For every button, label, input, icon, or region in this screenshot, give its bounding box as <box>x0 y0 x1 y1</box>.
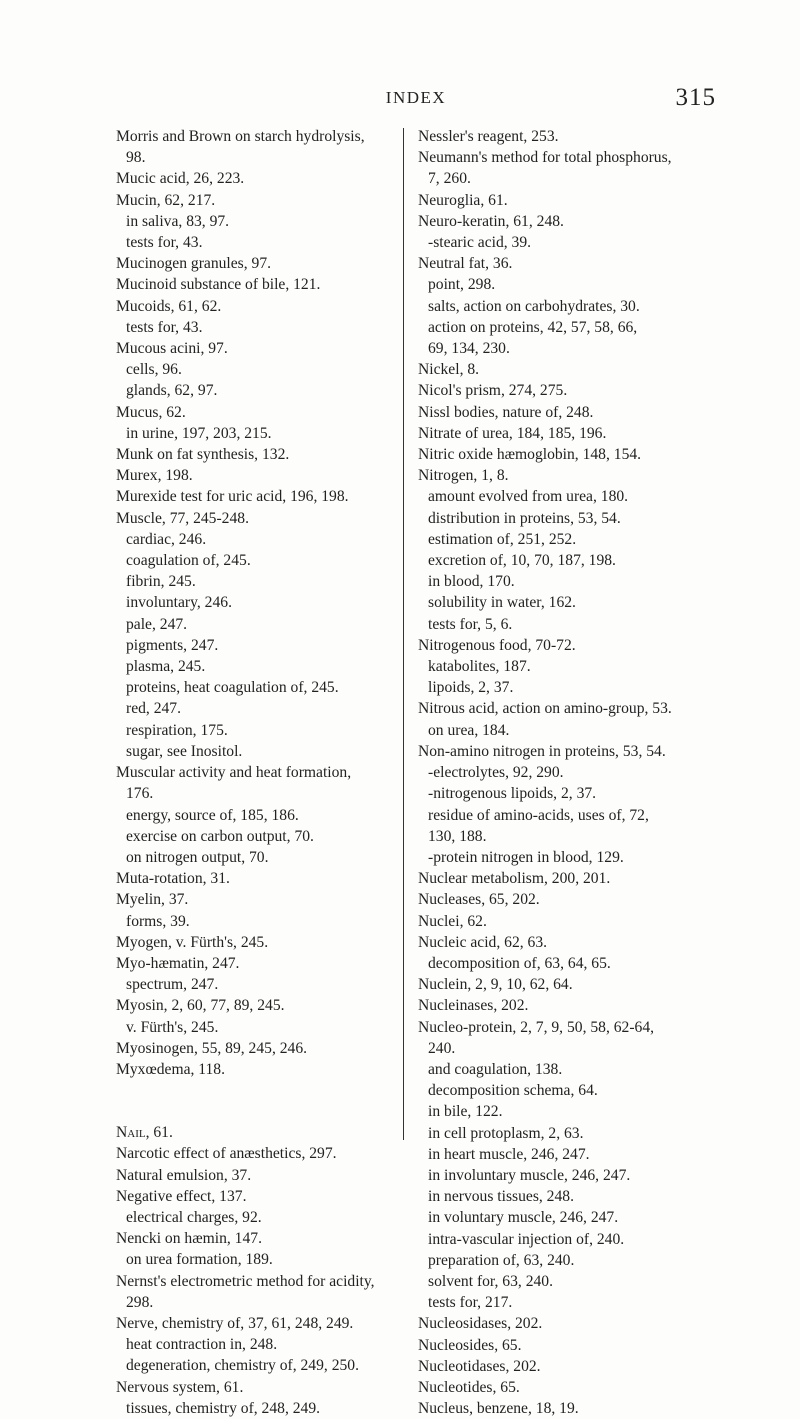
index-entry: Nucleases, 65, 202. <box>418 891 540 909</box>
index-subentry: exercise on carbon output, 70. <box>126 827 314 845</box>
index-entry: Myosin, 2, 60, 77, 89, 245. <box>116 997 285 1015</box>
index-subentry: forms, 39. <box>126 912 190 930</box>
index-column-right <box>418 126 718 1419</box>
index-subentry: tests for, 5, 6. <box>428 615 513 633</box>
index-entry: Nernst's electrometric method for acidity, <box>116 1272 375 1290</box>
index-subentry: and coagulation, 138. <box>428 1060 563 1078</box>
index-subentry: respiration, 175. <box>126 721 228 739</box>
index-entry: Nuclei, 62. <box>418 912 487 930</box>
index-entry: Nuclear metabolism, 200, 201. <box>418 870 611 888</box>
index-entry: Nissl bodies, nature of, 248. <box>418 403 594 421</box>
index-entry: Myelin, 37. <box>116 891 189 909</box>
index-subentry: in saliva, 83, 97. <box>126 212 230 230</box>
index-entry: Murexide test for uric acid, 196, 198. <box>116 488 349 506</box>
index-entry: Nucleus, benzene, 18, 19. <box>418 1400 579 1418</box>
index-subentry: decomposition schema, 64. <box>428 1082 598 1100</box>
index-entry: Nicol's prism, 274, 275. <box>418 382 568 400</box>
index-entry: Nencki on hæmin, 147. <box>116 1230 262 1248</box>
index-entry: Mucin, 62, 217. <box>116 191 216 209</box>
index-subentry: intra-vascular injection of, 240. <box>428 1230 625 1248</box>
index-entry: Nessler's reagent, 253. <box>418 128 559 145</box>
index-subentry: on urea, 184. <box>428 721 510 739</box>
section-gap <box>116 1080 394 1101</box>
index-subentry: tests for, 43. <box>126 318 203 336</box>
index-subentry: v. Fürth's, 245. <box>126 1018 219 1036</box>
index-entry: Nitrate of urea, 184, 185, 196. <box>418 424 607 442</box>
index-subentry: spectrum, 247. <box>126 976 219 994</box>
index-subentry: energy, source of, 185, 186. <box>126 806 299 824</box>
section-gap <box>116 1101 394 1122</box>
index-subentry: in blood, 170. <box>428 573 515 591</box>
page-number: 315 <box>675 84 716 111</box>
index-entry: Myogen, v. Fürth's, 245. <box>116 933 269 951</box>
index-entry: Nucleosides, 65. <box>418 1336 522 1354</box>
index-column-left <box>116 126 394 1419</box>
index-subentry: tests for, 217. <box>428 1294 513 1312</box>
index-entry: Nitrogen, 1, 8. <box>418 467 509 485</box>
index-subentry: cells, 96. <box>126 361 182 379</box>
index-entry: Mucic acid, 26, 223. <box>116 170 245 188</box>
index-subentry: distribution in proteins, 53, 54. <box>428 509 621 527</box>
index-entry: Muta-rotation, 31. <box>116 870 230 888</box>
index-subentry: solvent for, 63, 240. <box>428 1272 553 1290</box>
index-subentry: tests for, 43. <box>126 234 203 252</box>
index-subentry: sugar, see Inositol. <box>126 742 243 760</box>
index-subentry: solubility in water, 162. <box>428 594 576 612</box>
index-entry: Nucleo-protein, 2, 7, 9, 50, 58, 62-64, <box>418 1018 655 1036</box>
index-entry: Nucleotidases, 202. <box>418 1357 541 1375</box>
index-entry: Neuro-keratin, 61, 248. <box>418 212 564 230</box>
index-subentry: -stearic acid, 39. <box>428 234 532 252</box>
index-subentry: excretion of, 10, 70, 187, 198. <box>428 552 616 570</box>
index-entry: Nickel, 8. <box>418 361 480 379</box>
column-divider <box>403 128 404 1140</box>
index-entry: Muscle, 77, 245-248. <box>116 509 249 527</box>
index-subentry: 98. <box>126 149 146 167</box>
index-entry: Nervous system, 61. <box>116 1378 244 1396</box>
index-entry: Nail, 61. <box>116 1124 173 1142</box>
index-entry: Nerve, chemistry of, 37, 61, 248, 249. <box>116 1314 354 1332</box>
index-entry: Murex, 198. <box>116 467 193 485</box>
index-subentry: 240. <box>428 1039 456 1057</box>
index-subentry: glands, 62, 97. <box>126 382 218 400</box>
index-subentry: red, 247. <box>126 700 181 718</box>
index-subentry: coagulation of, 245. <box>126 552 251 570</box>
index-entry: Morris and Brown on starch hydrolysis, <box>116 128 365 145</box>
index-entry: Myosinogen, 55, 89, 245, 246. <box>116 1039 308 1057</box>
index-subentry: 176. <box>126 785 154 803</box>
index-subentry: -protein nitrogen in blood, 129. <box>428 848 624 866</box>
index-entry: Nucleotides, 65. <box>418 1378 520 1396</box>
index-entry: Munk on fat synthesis, 132. <box>116 446 290 464</box>
index-subentry: on urea formation, 189. <box>126 1251 273 1269</box>
index-entry: Nitrogenous food, 70-72. <box>418 636 576 654</box>
index-subentry: decomposition of, 63, 64, 65. <box>428 954 611 972</box>
index-subentry: 7, 260. <box>428 170 471 188</box>
index-entry: Nucleic acid, 62, 63. <box>418 933 548 951</box>
page-header <box>116 84 716 116</box>
index-subentry: 298. <box>126 1293 154 1311</box>
index-entry: Nucleinases, 202. <box>418 997 529 1015</box>
index-entry: Narcotic effect of anæsthetics, 297. <box>116 1145 337 1163</box>
index-subentry: cardiac, 246. <box>126 530 207 548</box>
index-entry: Muscular activity and heat formation, <box>116 764 352 782</box>
index-entry: Mucoids, 61, 62. <box>116 297 222 315</box>
index-subentry: electrical charges, 92. <box>126 1208 262 1226</box>
index-subentry: in bile, 122. <box>428 1103 503 1121</box>
index-subentry: in voluntary muscle, 246, 247. <box>428 1209 619 1227</box>
index-entry: Mucous acini, 97. <box>116 340 228 358</box>
index-entry: Nuclein, 2, 9, 10, 62, 64. <box>418 976 573 994</box>
index-subentry: involuntary, 246. <box>126 594 232 612</box>
index-subentry: amount evolved from urea, 180. <box>428 488 629 506</box>
index-subentry: tissues, chemistry of, 248, 249. <box>126 1399 321 1417</box>
index-entry: Nitric oxide hæmoglobin, 148, 154. <box>418 446 642 464</box>
index-subentry: in urine, 197, 203, 215. <box>126 424 272 442</box>
index-subentry: estimation of, 251, 252. <box>428 530 577 548</box>
index-subentry: preparation of, 63, 240. <box>428 1251 575 1269</box>
index-subentry: on nitrogen output, 70. <box>126 848 269 866</box>
index-subentry: -nitrogenous lipoids, 2, 37. <box>428 785 597 803</box>
running-head-title: INDEX <box>385 88 447 107</box>
index-entry: Non-amino nitrogen in proteins, 53, 54. <box>418 742 666 760</box>
index-subentry: pigments, 247. <box>126 636 219 654</box>
index-subentry: proteins, heat coagulation of, 245. <box>126 679 339 697</box>
index-entry: Negative effect, 137. <box>116 1187 247 1205</box>
index-subentry: in involuntary muscle, 246, 247. <box>428 1166 631 1184</box>
index-subentry: in nervous tissues, 248. <box>428 1188 574 1206</box>
index-subentry: action on proteins, 42, 57, 58, 66, <box>428 318 638 336</box>
index-entry: Mucinoid substance of bile, 121. <box>116 276 321 294</box>
index-subentry: 69, 134, 230. <box>428 340 510 358</box>
index-subentry: in cell protoplasm, 2, 63. <box>428 1124 584 1142</box>
index-subentry: residue of amino-acids, uses of, 72, <box>428 806 649 824</box>
index-entry: Nitrous acid, action on amino-group, 53. <box>418 700 672 718</box>
index-entry: Myxœdema, 118. <box>116 1060 225 1078</box>
index-subentry: -electrolytes, 92, 290. <box>428 764 564 782</box>
index-entry: Neumann's method for total phosphorus, <box>418 149 672 167</box>
index-subentry: in heart muscle, 246, 247. <box>428 1145 590 1163</box>
index-subentry: degeneration, chemistry of, 249, 250. <box>126 1357 359 1375</box>
index-entry: Mucus, 62. <box>116 403 186 421</box>
index-subentry: heat contraction in, 248. <box>126 1336 278 1354</box>
index-subentry: 130, 188. <box>428 827 487 845</box>
index-entry: Myo-hæmatin, 247. <box>116 954 240 972</box>
index-entry: Natural emulsion, 37. <box>116 1166 252 1184</box>
index-subentry: plasma, 245. <box>126 658 206 676</box>
index-subentry: point, 298. <box>428 276 496 294</box>
index-subentry: lipoids, 2, 37. <box>428 679 514 697</box>
index-entry: Neutral fat, 36. <box>418 255 513 273</box>
index-entry: Nucleosidases, 202. <box>418 1315 543 1333</box>
index-subentry: katabolites, 187. <box>428 658 531 676</box>
index-subentry: salts, action on carbohydrates, 30. <box>428 297 640 315</box>
index-entry: Neuroglia, 61. <box>418 191 508 209</box>
index-entry: Mucinogen granules, 97. <box>116 255 272 273</box>
index-subentry: pale, 247. <box>126 615 188 633</box>
index-subentry: fibrin, 245. <box>126 573 196 591</box>
